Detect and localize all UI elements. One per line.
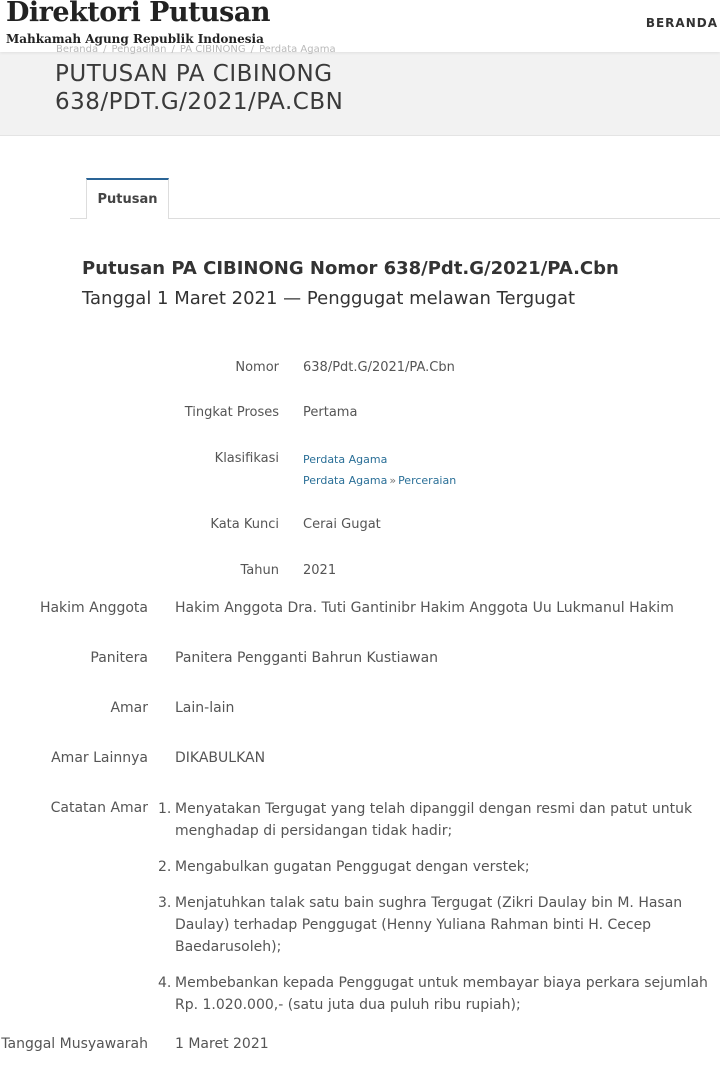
list-item-text: Mengabulkan gugatan Penggugat dengan verstek; — [175, 859, 530, 875]
tanggal-musyawarah-label: Tanggal Musyawarah — [1, 1036, 148, 1052]
klasifikasi-link-perdata-agama-2[interactable]: Perdata Agama — [303, 474, 388, 487]
panitera-value: Panitera Pengganti Bahrun Kustiawan — [175, 650, 439, 666]
list-item-number: 3. — [158, 895, 172, 911]
breadcrumb-item-perdata-agama[interactable]: Perdata Agama — [258, 44, 336, 55]
tanggal-musyawarah-value: 1 Maret 2021 — [175, 1036, 269, 1052]
heading-line2: Tanggal 1 Maret 2021 — Penggugat melawan Tergugat — [82, 288, 576, 309]
amar-label: Amar — [110, 700, 148, 716]
list-item-text: Menjatuhkan talak satu bain sughra Tergugat (Zikri Daulay bin M. Hasan Daulay) terhadap Penggugat (Henny Yuliana Rahman binti H. Cecep Baedarusoleh); — [175, 895, 683, 955]
list-item — [158, 892, 720, 958]
brand-subtitle: Mahkamah Agung Republik Indonesia — [6, 32, 264, 46]
breadcrumb: Beranda / Pengadilan / PA CIBINONG / Perdata Agama — [56, 44, 336, 55]
breadcrumb-item-pa-cibinong[interactable]: PA CIBINONG — [179, 44, 246, 55]
breadcrumb-item-pengadilan[interactable]: Pengadilan — [111, 44, 167, 55]
amar-lainnya-value: DIKABULKAN — [175, 750, 266, 766]
nomor-value: 638/Pdt.G/2021/PA.Cbn — [303, 360, 455, 375]
tingkat-proses-label: Tingkat Proses — [184, 405, 279, 420]
list-item-number: 1. — [158, 801, 172, 817]
nomor-label: Nomor — [235, 360, 279, 375]
list-item-number: 2. — [158, 859, 172, 875]
tab-putusan[interactable]: Putusan — [86, 178, 169, 219]
list-item-text: Membebankan kepada Penggugat untuk membayar biaya perkara sejumlah Rp. 1.020.000,- (satu juta dua puluh ribu rupiah); — [175, 975, 708, 1013]
klasifikasi-link-perdata-agama[interactable]: Perdata Agama — [303, 453, 388, 466]
klasifikasi-link-perceraian[interactable]: Perceraian — [398, 474, 457, 487]
list-item-number: 4. — [158, 975, 172, 991]
putusan-heading — [82, 254, 702, 314]
list-item-text: Menyatakan Tergugat yang telah dipanggil dengan resmi dan patut untuk menghadap di persidangan tidak hadir; — [175, 801, 693, 839]
list-item — [158, 856, 720, 878]
page-title-line1: PUTUSAN PA CIBINONG — [55, 61, 333, 87]
heading-line1: Putusan PA CIBINONG Nomor 638/Pdt.G/2021/PA.Cbn — [82, 258, 619, 279]
amar-lainnya-label: Amar Lainnya — [51, 750, 148, 766]
list-item — [158, 972, 720, 1016]
list-item — [158, 798, 720, 842]
hakim-anggota-label: Hakim Anggota — [39, 600, 148, 616]
kata-kunci-value: Cerai Gugat — [303, 517, 381, 532]
klasifikasi-label: Klasifikasi — [214, 451, 279, 466]
kata-kunci-label: Kata Kunci — [210, 517, 279, 532]
catatan-amar-list — [158, 798, 720, 1030]
catatan-amar-label: Catatan Amar — [50, 800, 148, 816]
brand-title[interactable]: Direktori Putusan — [6, 0, 271, 28]
klasifikasi-row1 — [303, 453, 387, 466]
page-title — [55, 60, 343, 116]
nav-beranda-link[interactable]: BERANDA — [645, 16, 718, 30]
klasifikasi-row2 — [303, 474, 456, 487]
hakim-anggota-value: Hakim Anggota Dra. Tuti Gantinibr Hakim Anggota Uu Lukmanul Hakim — [175, 600, 674, 616]
page-title-line2: 638/PDT.G/2021/PA.CBN — [55, 89, 344, 115]
tahun-label: Tahun — [240, 563, 279, 578]
breadcrumb-item-beranda[interactable]: Beranda — [56, 44, 99, 55]
panitera-label: Panitera — [90, 650, 148, 666]
tingkat-proses-value: Pertama — [303, 405, 358, 420]
amar-value: Lain-lain — [175, 700, 235, 716]
raquo-icon: » — [389, 474, 397, 487]
tahun-value: 2021 — [303, 563, 337, 578]
